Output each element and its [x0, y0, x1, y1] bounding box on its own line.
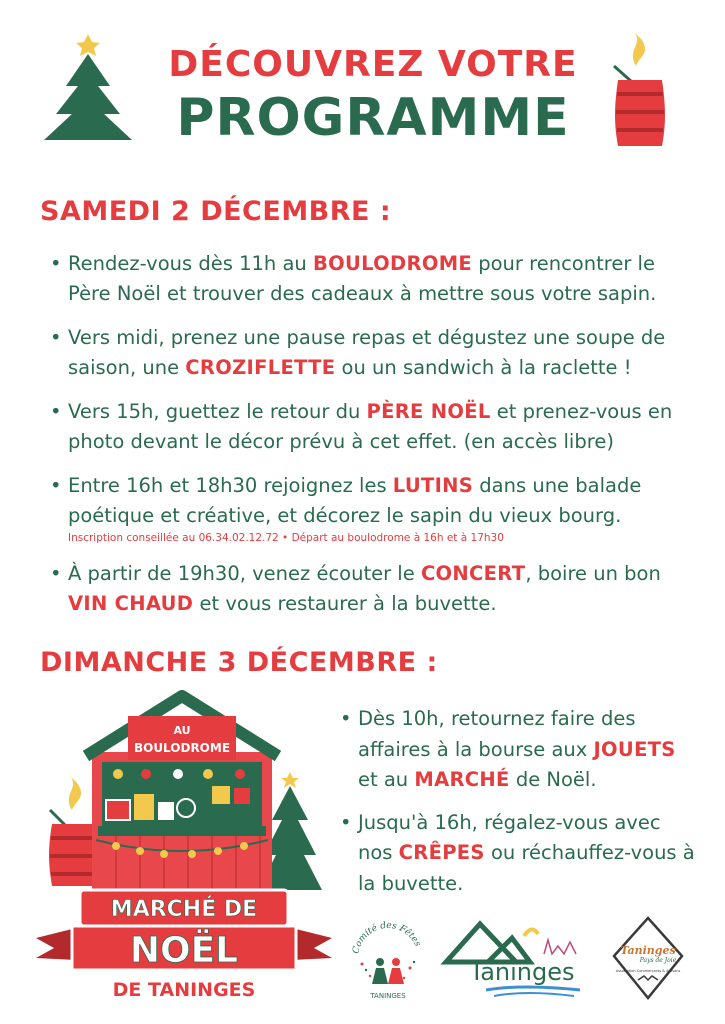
christmas-tree-icon: [38, 28, 138, 146]
registration-note: Inscription conseillée au 06.34.02.12.72 • Départ au boulodrome à 16h et à 17h30: [68, 532, 504, 544]
svg-text:Taninges: Taninges: [469, 958, 575, 986]
svg-text:Pays de Joie: Pays de Joie: [639, 957, 677, 964]
svg-text:Taninges: Taninges: [620, 944, 676, 957]
banner-line-2: NOËL: [129, 930, 239, 971]
list-item: • Entre 16h et 18h30 rejoignez les LUTINS dans une balade poétique et créative, et décorez le sapin du vieux bourg. Inscription conseillée au 06.34.02.12.72 • Départ au boulodrome à 16h et à 17h30: [48, 471, 688, 545]
svg-text:Association Commerçants & Arti: Association Commerçants & Artisans: [615, 969, 681, 973]
association-commercants-logo: [612, 916, 684, 1002]
banner-line-1: MARCHÉ DE: [110, 897, 258, 922]
title-line-1: DÉCOUVREZ VOTRE: [168, 44, 578, 85]
list-item: • Jusqu'à 16h, régalez-vous avec nos CRÊPES ou réchauffez-vous à la buvette.: [338, 808, 698, 900]
banner-line-3: DE TANINGES: [112, 979, 256, 1001]
list-item: • Vers 15h, guettez le retour du PÈRE NOËL et prenez-vous en photo devant le décor prévu à cet effet. (en accès libre): [48, 397, 688, 457]
list-item: • Rendez-vous dès 11h au BOULODROME pour rencontrer le Père Noël et trouver des cadeaux à mettre sous votre sapin.: [48, 249, 688, 309]
roof-sign-line-2: BOULODROME: [133, 741, 231, 755]
sunday-heading: DIMANCHE 3 DÉCEMBRE :: [40, 647, 438, 678]
taninges-logo: [440, 918, 598, 1002]
comite-des-fetes-logo: [350, 918, 426, 1004]
svg-text:TANINGES: TANINGES: [370, 992, 406, 1000]
hot-drink-barrel-icon: [610, 28, 670, 150]
saturday-program-list: [48, 249, 688, 633]
title-line-2: PROGRAMME: [176, 88, 570, 148]
list-item: • Dès 10h, retournez faire des affaires à la bourse aux JOUETS et au MARCHÉ de Noël.: [338, 704, 698, 796]
christmas-market-illustration: [36, 690, 332, 1010]
hot-drink-barrel-icon: [49, 776, 97, 886]
saturday-heading: SAMEDI 2 DÉCEMBRE :: [40, 196, 392, 227]
roof-sign-line-1: AU: [173, 724, 191, 737]
list-item: • À partir de 19h30, venez écouter le CONCERT, boire un bon VIN CHAUD et vous restaurer à la buvette.: [48, 559, 688, 619]
svg-text:Comité des Fêtes: Comité des Fêtes: [351, 920, 423, 955]
sunday-program-list: [338, 704, 698, 911]
list-item: • Vers midi, prenez une pause repas et dégustez une soupe de saison, une CROZIFLETTE ou un sandwich à la raclette !: [48, 323, 688, 383]
